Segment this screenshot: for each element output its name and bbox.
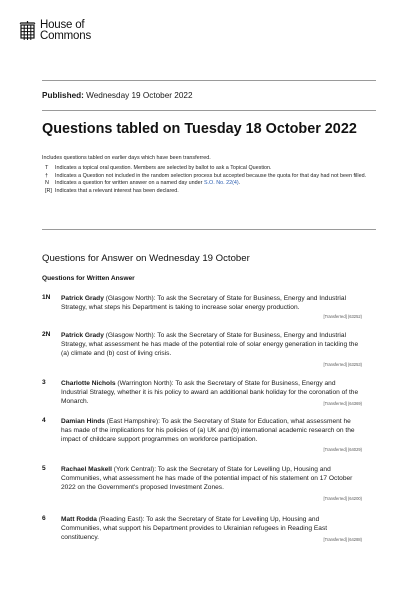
published-label: Published:: [42, 91, 84, 100]
subsection-heading: Questions for Written Answer: [42, 275, 135, 282]
member-name: Matt Rodda: [61, 516, 97, 523]
question-text: [61, 515, 359, 543]
divider: [42, 229, 376, 230]
question-item: [42, 294, 362, 324]
question-reference: [Transferred] (64369): [323, 401, 362, 406]
member-name: Patrick Grady: [61, 295, 104, 302]
question-number: 4: [42, 417, 46, 424]
question-item: [42, 417, 362, 457]
legend-symbol: N: [45, 180, 49, 187]
question-item: [42, 331, 362, 371]
question-reference: [Transferred] (64288): [323, 537, 362, 542]
standing-order-link[interactable]: S.O. No. 22(4): [203, 180, 239, 187]
legend-symbol: T: [45, 165, 49, 171]
legend-text: [55, 180, 372, 188]
legend-item-interest: [42, 188, 372, 196]
question-body: To ask the Secretary of State for Business, Energy and Industrial Strategy, whether it is his policy to award an additional bank holiday for the coronation of the Monarch.: [61, 380, 359, 406]
question-item: [42, 515, 362, 545]
legend-item-dagger: [42, 173, 372, 181]
legend-text-suffix: .: [238, 180, 241, 187]
constituency: (Reading East):: [96, 516, 147, 523]
logo-line-1: House of: [40, 19, 85, 31]
member-name: Rachael Maskell: [61, 466, 112, 473]
question-reference: [Transferred] (63253): [323, 362, 362, 367]
symbol-legend: [42, 165, 372, 195]
constituency: (York Central):: [111, 466, 158, 473]
legend-text: Indicates that a relevant interest has been declared.: [55, 187, 179, 194]
constituency: (Glasgow North):: [103, 295, 158, 302]
section-heading: Questions for Answer on Wednesday 19 October: [42, 253, 250, 264]
question-body: To ask the Secretary of State for Education, what assessment he has made of the implications for his policies of (a) UK and (b) international academic research on the impact of childcare support programmes on workforce participation.: [61, 418, 355, 444]
constituency: (Warrington North):: [115, 380, 176, 387]
published-date: Wednesday 19 October 2022: [86, 91, 193, 100]
question-number: 6: [42, 515, 46, 522]
constituency: (Glasgow North):: [103, 332, 158, 339]
question-text: [61, 294, 359, 312]
legend-item-named-day: [42, 180, 372, 188]
question-text: [61, 465, 359, 493]
question-number: 5: [42, 465, 46, 472]
legend-item-topical: [42, 165, 372, 173]
question-item: [42, 379, 362, 409]
question-reference: [Transferred] (63252): [323, 314, 362, 319]
question-text: [61, 331, 359, 359]
question-number: 1N: [42, 294, 51, 301]
question-number: 3: [42, 379, 46, 386]
intro-text: Includes questions tabled on earlier days which have been transferred.: [42, 155, 211, 161]
legend-text: Indicates a Question not included in the random selection process but accepted because the quota for that day had not been filled.: [55, 172, 367, 179]
legend-symbol: [R]: [45, 187, 52, 194]
legend-text: Indicates a topical oral question. Members are selected by ballot to ask a Topical Question.: [55, 165, 272, 171]
divider: [42, 110, 376, 111]
question-item: [42, 465, 362, 505]
question-body: To ask the Secretary of State for Business, Energy and Industrial Strategy, what steps his Department is taking to increase solar energy production.: [61, 295, 347, 312]
question-number: 2N: [42, 331, 51, 338]
constituency: (East Hampshire):: [104, 418, 162, 425]
question-body: To ask the Secretary of State for Levelling Up, Housing and Communities, what support his Department provides to Ukrainian refugees in Reading East constituency.: [61, 516, 328, 542]
page-title: Questions tabled on Tuesday 18 October 2022: [42, 121, 357, 137]
question-reference: [Transferred] (64029): [323, 447, 362, 452]
house-of-commons-logo: [19, 20, 91, 43]
logo-wordmark: [40, 20, 91, 42]
portcullis-icon: [19, 21, 36, 43]
legend-symbol: †: [45, 172, 48, 179]
question-body: To ask the Secretary of State for Levelling Up, Housing and Communities, what assessment he has made of the potential impact of his statement on 17 October 2022 on the Government's proposed Investment Zones.: [61, 466, 353, 492]
question-reference: [Transferred] (64200): [323, 496, 362, 501]
member-name: Charlotte Nichols: [61, 380, 116, 387]
logo-line-2: Commons: [40, 30, 92, 42]
question-text: [61, 379, 359, 407]
question-body: To ask the Secretary of State for Business, Energy and Industrial Strategy, what assessment he has made of the potential role of solar energy generation in tackling the (a) climate and (b) cost of living crisis.: [61, 332, 359, 358]
member-name: Patrick Grady: [61, 332, 104, 339]
member-name: Damian Hinds: [61, 418, 105, 425]
legend-text-prefix: Indicates a question for written answer on a named day under: [55, 180, 204, 187]
divider: [42, 80, 376, 81]
published-line: [42, 91, 193, 100]
question-text: [61, 417, 359, 445]
